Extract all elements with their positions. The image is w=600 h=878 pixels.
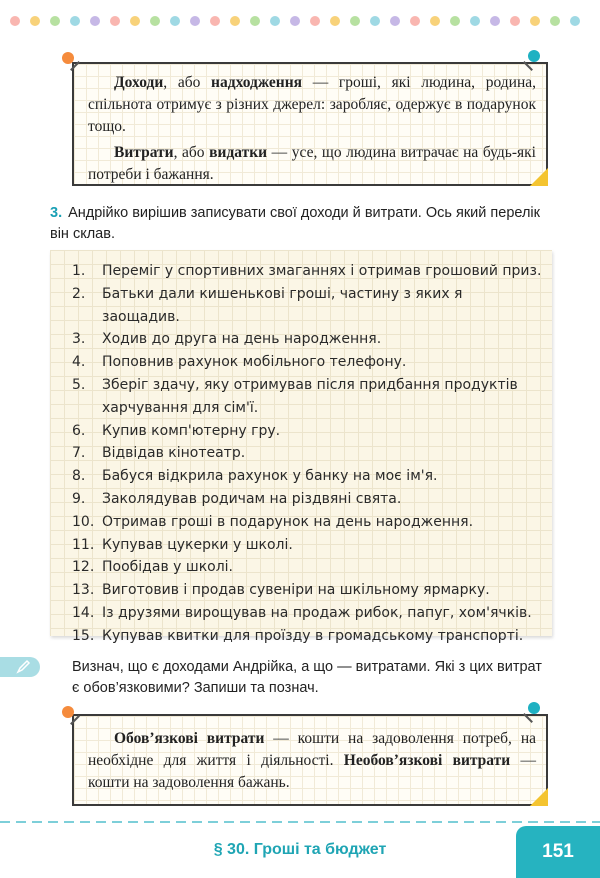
decorative-dot	[230, 16, 240, 26]
andriyko-list-note	[50, 250, 552, 644]
decorative-dot	[350, 16, 360, 26]
list-item-text: Із друзями вирощував на продаж рибок, папуг, хом'ячків.	[102, 604, 532, 621]
list-item-text: Переміг у спортивних змаганнях і отримав грошовий приз.	[102, 263, 542, 279]
list-item-number: 2.	[72, 285, 86, 302]
list-item-number: 14.	[72, 604, 95, 621]
decorative-dot	[110, 16, 120, 26]
task-instruction: Визнач, що є доходами Андрійка, а що — витратами. Які з цих витрат є обов’язковими? Запиши та познач.	[72, 659, 542, 696]
decorative-dot	[550, 16, 560, 26]
list-item-text: Ходив до друга на день народження.	[102, 331, 382, 348]
task-number: 3.	[50, 205, 63, 221]
corner-fold	[530, 168, 548, 186]
decorative-dot	[210, 16, 220, 26]
decorative-dot	[250, 16, 260, 26]
list-item-text: Поповнив рахунок мобільного телефону.	[102, 354, 407, 371]
list-item	[72, 374, 542, 397]
pencil-icon	[14, 657, 34, 677]
list-item	[72, 579, 542, 602]
task-3	[50, 203, 560, 245]
list-item	[72, 351, 542, 374]
list-item-text: Виготовив і продав сувеніри на шкільному ярмарку.	[102, 582, 490, 599]
decorative-dot	[430, 16, 440, 26]
list-item-text: Отримав гроші в подарунок на день народження.	[102, 513, 474, 530]
definition-expenses: Витрати, або видатки — усе, що людина витрачає на будь-які потреби і бажання.	[88, 144, 536, 183]
decorative-dot	[530, 16, 540, 26]
list-item-number: 13.	[72, 582, 95, 599]
decorative-dot	[370, 16, 380, 26]
list-item	[72, 420, 542, 443]
decorative-dot	[390, 16, 400, 26]
decorative-dot	[410, 16, 420, 26]
list-item	[72, 534, 542, 557]
list-item-number	[72, 397, 102, 420]
list-item	[72, 465, 542, 488]
decorative-dot	[310, 16, 320, 26]
list-item-number: 12.	[72, 559, 95, 576]
income-expense-list	[72, 260, 542, 648]
decorative-dot-row	[10, 14, 590, 28]
list-item-number: 11.	[72, 536, 95, 553]
pin-teal-icon	[528, 702, 540, 714]
list-item-number: 9.	[72, 490, 86, 507]
decorative-dot	[130, 16, 140, 26]
decorative-dot	[570, 16, 580, 26]
pin-teal-icon	[528, 50, 540, 62]
list-item	[72, 328, 542, 351]
list-item-text: Батьки дали кишенькові гроші, частину з яких я заощадив.	[102, 285, 463, 325]
list-item-number: 10.	[72, 513, 95, 530]
list-item-number: 1.	[72, 263, 86, 279]
list-item-text: Купив комп'ютерну гру.	[102, 422, 281, 439]
list-item-text: Зберіг здачу, яку отримував після придбання продуктів	[102, 376, 518, 393]
decorative-dot	[30, 16, 40, 26]
decorative-dot	[510, 16, 520, 26]
decorative-dot	[490, 16, 500, 26]
list-item	[72, 488, 542, 511]
pencil-tab	[0, 657, 40, 677]
page-number: 151	[516, 826, 600, 878]
pin-orange-icon	[62, 52, 74, 64]
decorative-dot	[470, 16, 480, 26]
list-item-text: Відвідав кінотеатр.	[102, 445, 246, 462]
list-item	[72, 442, 542, 465]
list-item	[72, 625, 542, 648]
list-item-number: 8.	[72, 468, 86, 485]
pin-orange-icon	[62, 706, 74, 718]
list-item-text: харчування для сім'ї.	[102, 399, 259, 416]
list-item	[72, 283, 542, 329]
decorative-dot	[190, 16, 200, 26]
list-item	[72, 511, 542, 534]
section-title: § 30. Гроші та бюджет	[213, 841, 387, 858]
definition-income: Доходи, або надходження — гроші, які людина, родина, спільнота отримує з різних джерел: заробляє, одержує в подарунок тощо.	[88, 74, 536, 135]
list-item-text: Пообідав у школі.	[102, 559, 233, 576]
decorative-dot	[330, 16, 340, 26]
decorative-dot	[90, 16, 100, 26]
list-item-number: 5.	[72, 376, 86, 393]
decorative-dot	[70, 16, 80, 26]
footer-dashed-line	[0, 820, 600, 824]
list-item	[72, 602, 542, 625]
decorative-dot	[150, 16, 160, 26]
decorative-dot	[170, 16, 180, 26]
list-item-number: 15.	[72, 627, 95, 644]
corner-fold	[530, 788, 548, 806]
task-text: Андрійко вирішив записувати свої доходи й витрати. Ось який перелік він склав.	[50, 205, 540, 242]
definition-mandatory: Обов’язкові витрати — кошти на задоволення потреб, на необхідне для життя і діяльності. Необов’язкові витрати — кошти на задоволення бажань.	[88, 730, 537, 791]
decorative-dot	[10, 16, 20, 26]
list-item-number: 3.	[72, 331, 86, 348]
list-item-text: Бабуся відкрила рахунок у банку на моє ім'я.	[102, 468, 438, 485]
list-item	[72, 556, 542, 579]
list-item-number: 7.	[72, 445, 86, 462]
list-item-text: Купував квитки для проїзду в громадському транспорті.	[102, 627, 524, 644]
list-item-text: Купував цукерки у школі.	[102, 536, 293, 553]
list-item-number: 4.	[72, 354, 86, 371]
decorative-dot	[50, 16, 60, 26]
list-item-text: Заколядував родичам на різдвяні свята.	[102, 490, 402, 507]
list-item	[72, 260, 542, 283]
definition-card-mandatory-expenses	[72, 714, 548, 806]
list-item	[72, 397, 542, 420]
decorative-dot	[290, 16, 300, 26]
list-item-number: 6.	[72, 422, 86, 439]
decorative-dot	[450, 16, 460, 26]
definition-card-income-expenses	[72, 62, 548, 186]
decorative-dot	[270, 16, 280, 26]
